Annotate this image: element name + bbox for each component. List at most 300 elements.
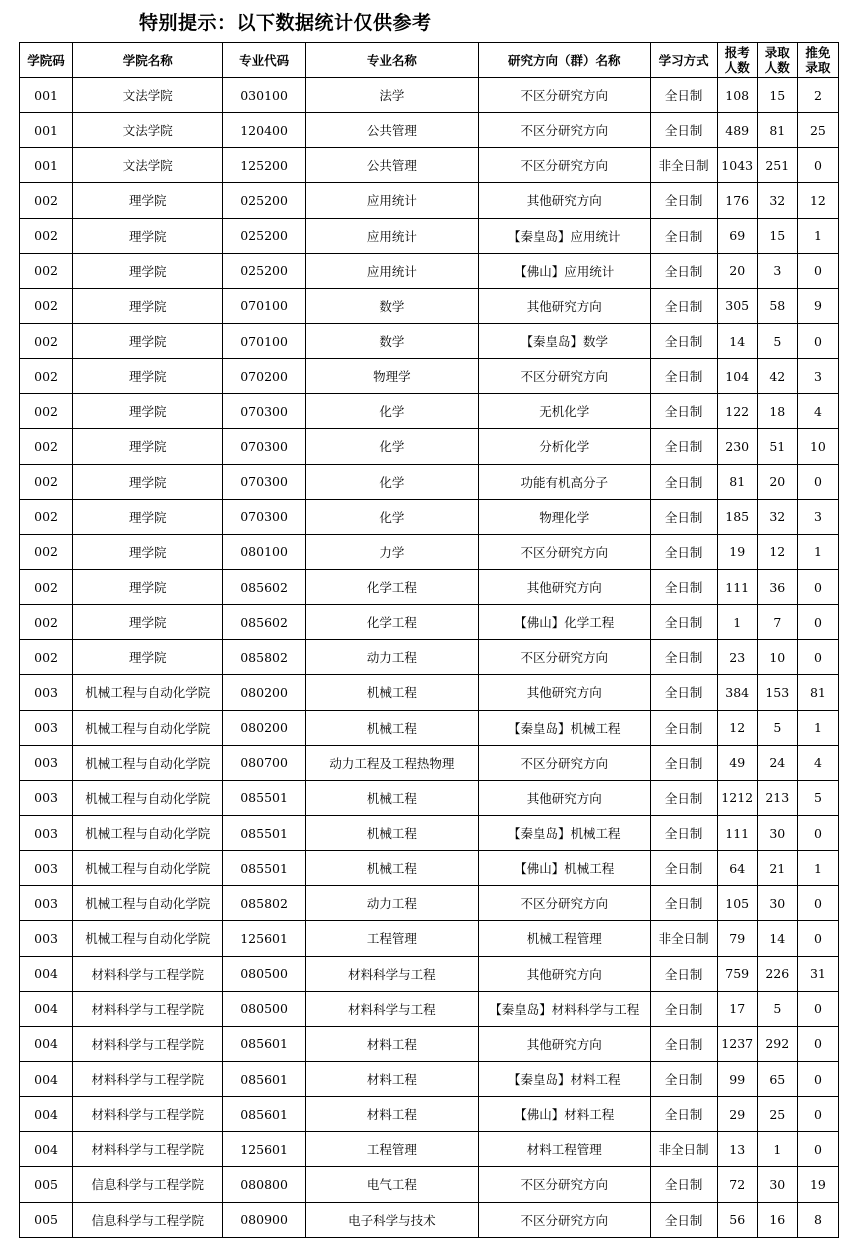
- table-row: [20, 815, 839, 850]
- admitted-cell: 226: [757, 956, 797, 991]
- college-name-cell: 机械工程与自动化学院: [73, 851, 223, 886]
- college-name-cell: 文法学院: [73, 78, 223, 113]
- exempt-cell: 1: [797, 218, 838, 253]
- table-row: [20, 1061, 839, 1096]
- table-row: [20, 429, 839, 464]
- major-code-cell: 070300: [223, 499, 305, 534]
- major-code-cell: 125200: [223, 148, 305, 183]
- major-name-cell: 工程管理: [305, 921, 478, 956]
- admitted-cell: 5: [757, 710, 797, 745]
- college-code-cell: 002: [20, 323, 73, 358]
- major-name-cell: 工程管理: [305, 1132, 478, 1167]
- admitted-cell: 3: [757, 253, 797, 288]
- exempt-cell: 0: [797, 569, 838, 604]
- table-row: [20, 499, 839, 534]
- admitted-cell: 30: [757, 886, 797, 921]
- admitted-cell: 65: [757, 1061, 797, 1096]
- applicants-cell: 12: [717, 710, 757, 745]
- admitted-cell: 10: [757, 640, 797, 675]
- applicants-cell: 64: [717, 851, 757, 886]
- table-row: [20, 1167, 839, 1202]
- research-direction-cell: 无机化学: [479, 394, 650, 429]
- exempt-cell: 4: [797, 745, 838, 780]
- major-name-cell: 电气工程: [305, 1167, 478, 1202]
- admitted-cell: 32: [757, 183, 797, 218]
- study-mode-cell: 全日制: [650, 886, 717, 921]
- major-name-cell: 机械工程: [305, 851, 478, 886]
- major-code-cell: 085601: [223, 1026, 305, 1061]
- applicants-cell: 111: [717, 815, 757, 850]
- table-row: [20, 148, 839, 183]
- study-mode-cell: 全日制: [650, 675, 717, 710]
- table-row: [20, 956, 839, 991]
- applicants-cell: 230: [717, 429, 757, 464]
- table-row: [20, 534, 839, 569]
- college-name-cell: 机械工程与自动化学院: [73, 886, 223, 921]
- major-name-cell: 材料工程: [305, 1097, 478, 1132]
- exempt-cell: 9: [797, 288, 838, 323]
- applicants-cell: 29: [717, 1097, 757, 1132]
- college-code-cell: 002: [20, 534, 73, 569]
- study-mode-cell: 全日制: [650, 1202, 717, 1237]
- research-direction-cell: 不区分研究方向: [479, 1167, 650, 1202]
- exempt-cell: 2: [797, 78, 838, 113]
- research-direction-cell: 不区分研究方向: [479, 78, 650, 113]
- major-name-cell: 机械工程: [305, 710, 478, 745]
- college-name-cell: 机械工程与自动化学院: [73, 745, 223, 780]
- major-name-cell: 物理学: [305, 359, 478, 394]
- college-name-cell: 理学院: [73, 253, 223, 288]
- table-row: [20, 183, 839, 218]
- exempt-cell: 31: [797, 956, 838, 991]
- major-code-cell: 085601: [223, 1061, 305, 1096]
- study-mode-cell: 全日制: [650, 569, 717, 604]
- table-row: [20, 886, 839, 921]
- study-mode-cell: 全日制: [650, 499, 717, 534]
- study-mode-cell: 全日制: [650, 1061, 717, 1096]
- research-direction-cell: 其他研究方向: [479, 183, 650, 218]
- admitted-cell: 7: [757, 605, 797, 640]
- exempt-cell: 0: [797, 1026, 838, 1061]
- college-name-cell: 材料科学与工程学院: [73, 1097, 223, 1132]
- major-name-cell: 化学: [305, 499, 478, 534]
- applicants-cell: 13: [717, 1132, 757, 1167]
- exempt-cell: 0: [797, 991, 838, 1026]
- study-mode-cell: 全日制: [650, 1097, 717, 1132]
- college-name-cell: 机械工程与自动化学院: [73, 675, 223, 710]
- college-code-cell: 002: [20, 605, 73, 640]
- college-name-cell: 信息科学与工程学院: [73, 1167, 223, 1202]
- exempt-cell: 8: [797, 1202, 838, 1237]
- college-code-cell: 002: [20, 394, 73, 429]
- header-exempt-line1: 推免: [805, 45, 831, 60]
- applicants-cell: 759: [717, 956, 757, 991]
- applicants-cell: 111: [717, 569, 757, 604]
- study-mode-cell: 全日制: [650, 1167, 717, 1202]
- college-name-cell: 文法学院: [73, 113, 223, 148]
- applicants-cell: 384: [717, 675, 757, 710]
- exempt-cell: 10: [797, 429, 838, 464]
- major-code-cell: 070200: [223, 359, 305, 394]
- major-name-cell: 动力工程及工程热物理: [305, 745, 478, 780]
- major-name-cell: 电子科学与技术: [305, 1202, 478, 1237]
- admitted-cell: 42: [757, 359, 797, 394]
- exempt-cell: 19: [797, 1167, 838, 1202]
- header-research-direction: 研究方向（群）名称: [479, 43, 650, 78]
- admitted-cell: 81: [757, 113, 797, 148]
- college-code-cell: 004: [20, 1061, 73, 1096]
- major-name-cell: 法学: [305, 78, 478, 113]
- admission-table: [19, 42, 839, 1238]
- research-direction-cell: 其他研究方向: [479, 675, 650, 710]
- study-mode-cell: 全日制: [650, 323, 717, 358]
- table-row: [20, 640, 839, 675]
- admitted-cell: 5: [757, 323, 797, 358]
- college-name-cell: 理学院: [73, 569, 223, 604]
- college-code-cell: 002: [20, 464, 73, 499]
- research-direction-cell: 其他研究方向: [479, 288, 650, 323]
- exempt-cell: 0: [797, 148, 838, 183]
- table-row: [20, 359, 839, 394]
- admitted-cell: 153: [757, 675, 797, 710]
- study-mode-cell: 全日制: [650, 218, 717, 253]
- major-code-cell: 080100: [223, 534, 305, 569]
- admitted-cell: 36: [757, 569, 797, 604]
- applicants-cell: 81: [717, 464, 757, 499]
- research-direction-cell: 不区分研究方向: [479, 113, 650, 148]
- research-direction-cell: 其他研究方向: [479, 956, 650, 991]
- admitted-cell: 30: [757, 1167, 797, 1202]
- research-direction-cell: 不区分研究方向: [479, 148, 650, 183]
- applicants-cell: 79: [717, 921, 757, 956]
- table-row: [20, 710, 839, 745]
- research-direction-cell: 【秦皇岛】材料科学与工程: [479, 991, 650, 1026]
- major-code-cell: 125601: [223, 1132, 305, 1167]
- research-direction-cell: 不区分研究方向: [479, 745, 650, 780]
- research-direction-cell: 不区分研究方向: [479, 1202, 650, 1237]
- admitted-cell: 251: [757, 148, 797, 183]
- college-code-cell: 003: [20, 815, 73, 850]
- admitted-cell: 12: [757, 534, 797, 569]
- study-mode-cell: 全日制: [650, 394, 717, 429]
- admitted-cell: 30: [757, 815, 797, 850]
- exempt-cell: 25: [797, 113, 838, 148]
- major-code-cell: 080500: [223, 991, 305, 1026]
- major-code-cell: 085802: [223, 640, 305, 675]
- exempt-cell: 0: [797, 253, 838, 288]
- research-direction-cell: 【佛山】材料工程: [479, 1097, 650, 1132]
- major-code-cell: 120400: [223, 113, 305, 148]
- header-admitted: [757, 43, 797, 78]
- major-name-cell: 数学: [305, 288, 478, 323]
- table-row: [20, 78, 839, 113]
- table-row: [20, 745, 839, 780]
- applicants-cell: 305: [717, 288, 757, 323]
- college-name-cell: 理学院: [73, 288, 223, 323]
- study-mode-cell: 全日制: [650, 605, 717, 640]
- major-name-cell: 应用统计: [305, 253, 478, 288]
- admitted-cell: 1: [757, 1132, 797, 1167]
- college-name-cell: 材料科学与工程学院: [73, 956, 223, 991]
- admitted-cell: 5: [757, 991, 797, 1026]
- college-name-cell: 理学院: [73, 499, 223, 534]
- college-code-cell: 005: [20, 1167, 73, 1202]
- header-applicants-line1: 报考: [724, 45, 750, 60]
- research-direction-cell: 【秦皇岛】应用统计: [479, 218, 650, 253]
- major-name-cell: 应用统计: [305, 218, 478, 253]
- research-direction-cell: 分析化学: [479, 429, 650, 464]
- major-code-cell: 125601: [223, 921, 305, 956]
- header-major-name: 专业名称: [305, 43, 478, 78]
- study-mode-cell: 全日制: [650, 991, 717, 1026]
- table-row: [20, 569, 839, 604]
- college-code-cell: 003: [20, 780, 73, 815]
- college-name-cell: 理学院: [73, 429, 223, 464]
- exempt-cell: 1: [797, 534, 838, 569]
- applicants-cell: 1: [717, 605, 757, 640]
- study-mode-cell: 全日制: [650, 253, 717, 288]
- research-direction-cell: 功能有机高分子: [479, 464, 650, 499]
- major-name-cell: 机械工程: [305, 815, 478, 850]
- admitted-cell: 18: [757, 394, 797, 429]
- admitted-cell: 14: [757, 921, 797, 956]
- college-code-cell: 002: [20, 640, 73, 675]
- major-name-cell: 化学工程: [305, 605, 478, 640]
- major-code-cell: 070100: [223, 323, 305, 358]
- exempt-cell: 0: [797, 605, 838, 640]
- college-code-cell: 002: [20, 569, 73, 604]
- major-name-cell: 机械工程: [305, 780, 478, 815]
- study-mode-cell: 全日制: [650, 710, 717, 745]
- college-name-cell: 理学院: [73, 359, 223, 394]
- study-mode-cell: 全日制: [650, 113, 717, 148]
- college-name-cell: 机械工程与自动化学院: [73, 815, 223, 850]
- table-row: [20, 288, 839, 323]
- major-name-cell: 化学: [305, 464, 478, 499]
- research-direction-cell: 【佛山】化学工程: [479, 605, 650, 640]
- college-name-cell: 理学院: [73, 534, 223, 569]
- major-code-cell: 070300: [223, 394, 305, 429]
- major-code-cell: 025200: [223, 253, 305, 288]
- study-mode-cell: 全日制: [650, 640, 717, 675]
- admitted-cell: 213: [757, 780, 797, 815]
- applicants-cell: 122: [717, 394, 757, 429]
- major-code-cell: 080200: [223, 675, 305, 710]
- admitted-cell: 21: [757, 851, 797, 886]
- admitted-cell: 51: [757, 429, 797, 464]
- table-row: [20, 1132, 839, 1167]
- college-code-cell: 002: [20, 288, 73, 323]
- table-row: [20, 921, 839, 956]
- major-name-cell: 材料科学与工程: [305, 956, 478, 991]
- applicants-cell: 49: [717, 745, 757, 780]
- college-code-cell: 003: [20, 851, 73, 886]
- study-mode-cell: 全日制: [650, 78, 717, 113]
- admitted-cell: 15: [757, 218, 797, 253]
- college-name-cell: 机械工程与自动化学院: [73, 710, 223, 745]
- college-name-cell: 理学院: [73, 464, 223, 499]
- college-name-cell: 理学院: [73, 394, 223, 429]
- research-direction-cell: 【秦皇岛】材料工程: [479, 1061, 650, 1096]
- major-name-cell: 材料工程: [305, 1026, 478, 1061]
- admitted-cell: 25: [757, 1097, 797, 1132]
- research-direction-cell: 【秦皇岛】机械工程: [479, 710, 650, 745]
- college-code-cell: 004: [20, 1026, 73, 1061]
- table-row: [20, 113, 839, 148]
- research-direction-cell: 机械工程管理: [479, 921, 650, 956]
- study-mode-cell: 全日制: [650, 288, 717, 323]
- major-code-cell: 085802: [223, 886, 305, 921]
- college-name-cell: 材料科学与工程学院: [73, 991, 223, 1026]
- applicants-cell: 185: [717, 499, 757, 534]
- research-direction-cell: 其他研究方向: [479, 569, 650, 604]
- major-code-cell: 085501: [223, 780, 305, 815]
- college-code-cell: 005: [20, 1202, 73, 1237]
- major-code-cell: 080900: [223, 1202, 305, 1237]
- college-name-cell: 理学院: [73, 640, 223, 675]
- study-mode-cell: 非全日制: [650, 1132, 717, 1167]
- header-study-mode: 学习方式: [650, 43, 717, 78]
- exempt-cell: 0: [797, 323, 838, 358]
- study-mode-cell: 全日制: [650, 1026, 717, 1061]
- college-code-cell: 004: [20, 956, 73, 991]
- exempt-cell: 0: [797, 815, 838, 850]
- exempt-cell: 4: [797, 394, 838, 429]
- major-name-cell: 机械工程: [305, 675, 478, 710]
- college-code-cell: 004: [20, 1132, 73, 1167]
- major-name-cell: 化学: [305, 429, 478, 464]
- major-code-cell: 085501: [223, 851, 305, 886]
- exempt-cell: 0: [797, 640, 838, 675]
- major-name-cell: 公共管理: [305, 148, 478, 183]
- applicants-cell: 176: [717, 183, 757, 218]
- college-code-cell: 003: [20, 710, 73, 745]
- college-code-cell: 001: [20, 148, 73, 183]
- header-exempt: [797, 43, 838, 78]
- study-mode-cell: 全日制: [650, 429, 717, 464]
- table-row: [20, 605, 839, 640]
- header-major-code: 专业代码: [223, 43, 305, 78]
- study-mode-cell: 全日制: [650, 780, 717, 815]
- major-name-cell: 动力工程: [305, 640, 478, 675]
- college-name-cell: 文法学院: [73, 148, 223, 183]
- college-code-cell: 004: [20, 1097, 73, 1132]
- exempt-cell: 0: [797, 1132, 838, 1167]
- college-code-cell: 002: [20, 218, 73, 253]
- research-direction-cell: 【秦皇岛】机械工程: [479, 815, 650, 850]
- college-code-cell: 001: [20, 78, 73, 113]
- exempt-cell: 0: [797, 1061, 838, 1096]
- applicants-cell: 56: [717, 1202, 757, 1237]
- header-admitted-line2: 人数: [764, 60, 790, 75]
- header-exempt-line2: 录取: [805, 60, 831, 75]
- exempt-cell: 0: [797, 886, 838, 921]
- college-code-cell: 004: [20, 991, 73, 1026]
- admitted-cell: 32: [757, 499, 797, 534]
- table-row: [20, 1097, 839, 1132]
- major-name-cell: 公共管理: [305, 113, 478, 148]
- applicants-cell: 108: [717, 78, 757, 113]
- applicants-cell: 20: [717, 253, 757, 288]
- header-college-code: 学院码: [20, 43, 73, 78]
- applicants-cell: 69: [717, 218, 757, 253]
- college-name-cell: 理学院: [73, 183, 223, 218]
- exempt-cell: 1: [797, 851, 838, 886]
- college-code-cell: 002: [20, 499, 73, 534]
- major-code-cell: 070100: [223, 288, 305, 323]
- research-direction-cell: 其他研究方向: [479, 1026, 650, 1061]
- college-code-cell: 003: [20, 921, 73, 956]
- table-row: [20, 991, 839, 1026]
- table-row: [20, 780, 839, 815]
- study-mode-cell: 全日制: [650, 815, 717, 850]
- major-code-cell: 025200: [223, 183, 305, 218]
- applicants-cell: 17: [717, 991, 757, 1026]
- exempt-cell: 0: [797, 921, 838, 956]
- college-code-cell: 002: [20, 183, 73, 218]
- college-name-cell: 材料科学与工程学院: [73, 1026, 223, 1061]
- major-code-cell: 085602: [223, 605, 305, 640]
- table-row: [20, 323, 839, 358]
- study-mode-cell: 全日制: [650, 534, 717, 569]
- applicants-cell: 1043: [717, 148, 757, 183]
- major-code-cell: 080700: [223, 745, 305, 780]
- applicants-cell: 1237: [717, 1026, 757, 1061]
- major-name-cell: 化学: [305, 394, 478, 429]
- applicants-cell: 19: [717, 534, 757, 569]
- exempt-cell: 1: [797, 710, 838, 745]
- major-code-cell: 085602: [223, 569, 305, 604]
- admitted-cell: 292: [757, 1026, 797, 1061]
- table-row: [20, 1026, 839, 1061]
- research-direction-cell: 不区分研究方向: [479, 886, 650, 921]
- table-row: [20, 394, 839, 429]
- exempt-cell: 5: [797, 780, 838, 815]
- college-code-cell: 002: [20, 359, 73, 394]
- applicants-cell: 23: [717, 640, 757, 675]
- college-code-cell: 001: [20, 113, 73, 148]
- header-applicants-line2: 人数: [724, 60, 750, 75]
- admitted-cell: 16: [757, 1202, 797, 1237]
- study-mode-cell: 非全日制: [650, 148, 717, 183]
- major-name-cell: 材料工程: [305, 1061, 478, 1096]
- college-name-cell: 理学院: [73, 218, 223, 253]
- college-name-cell: 材料科学与工程学院: [73, 1061, 223, 1096]
- table-row: [20, 218, 839, 253]
- applicants-cell: 105: [717, 886, 757, 921]
- research-direction-cell: 物理化学: [479, 499, 650, 534]
- college-name-cell: 机械工程与自动化学院: [73, 921, 223, 956]
- major-name-cell: 化学工程: [305, 569, 478, 604]
- admitted-cell: 58: [757, 288, 797, 323]
- admitted-cell: 20: [757, 464, 797, 499]
- major-name-cell: 材料科学与工程: [305, 991, 478, 1026]
- header-admitted-line1: 录取: [764, 45, 790, 60]
- table-body: [20, 78, 839, 1238]
- college-code-cell: 003: [20, 675, 73, 710]
- exempt-cell: 12: [797, 183, 838, 218]
- major-code-cell: 070300: [223, 464, 305, 499]
- major-code-cell: 085601: [223, 1097, 305, 1132]
- research-direction-cell: 不区分研究方向: [479, 640, 650, 675]
- major-code-cell: 070300: [223, 429, 305, 464]
- header-applicants: [717, 43, 757, 78]
- applicants-cell: 104: [717, 359, 757, 394]
- major-code-cell: 025200: [223, 218, 305, 253]
- college-code-cell: 002: [20, 429, 73, 464]
- research-direction-cell: 材料工程管理: [479, 1132, 650, 1167]
- major-code-cell: 085501: [223, 815, 305, 850]
